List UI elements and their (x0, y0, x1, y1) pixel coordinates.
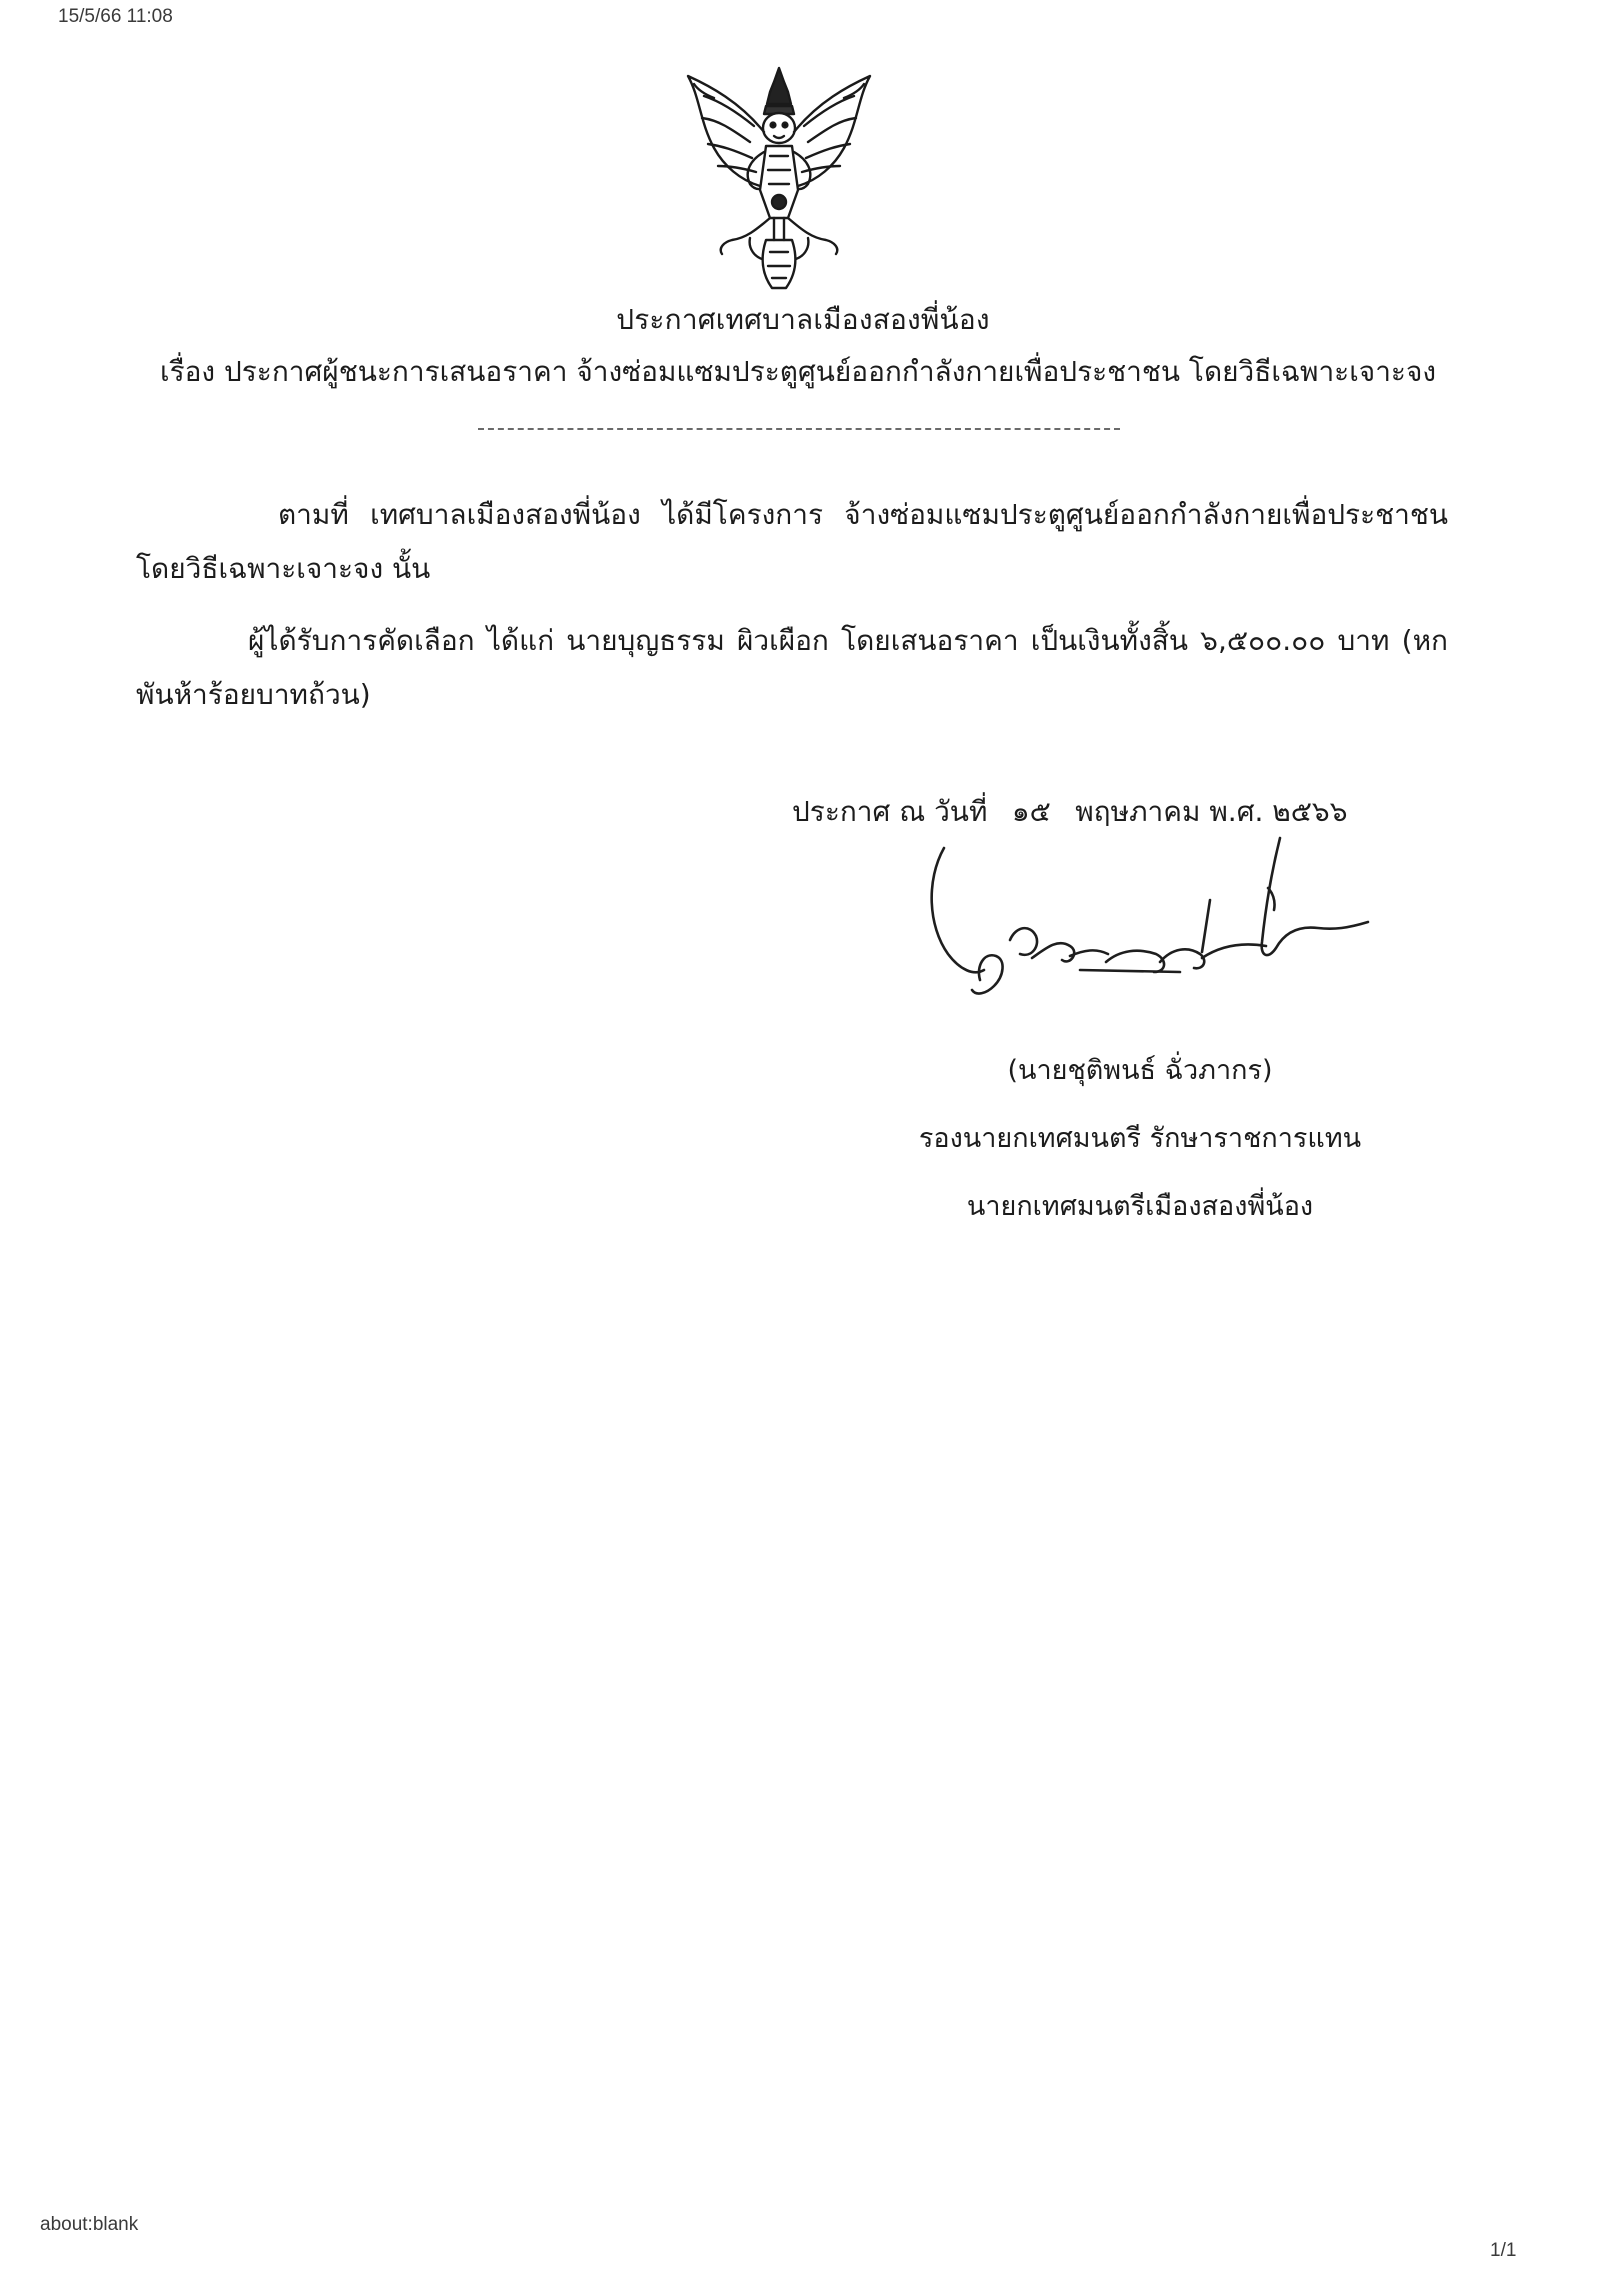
title-divider (478, 428, 1120, 430)
print-page-number: 1/1 (1490, 2240, 1517, 2261)
announcement-date (792, 790, 1347, 834)
date-day: ๑๕ (1011, 795, 1051, 828)
handwritten-signature (920, 830, 1380, 1030)
signatory-position: รองนายกเทศมนตรี รักษาราชการแทน (918, 1123, 1362, 1154)
date-prefix: ประกาศ ณ วันที่ (792, 795, 988, 828)
announcement-paragraph-2: ผู้ได้รับการคัดเลือก ได้แก่ นายบุญธรรม ผิวเผือก โดยเสนอราคา เป็นเงินทั้งสิ้น ๖,๕๐๐.๐๐ บาท (หกพันห้าร้อยบาทถ้วน) (136, 624, 1448, 711)
announcement-paragraph-1: ตามที่ เทศบาลเมืองสองพี่น้อง ได้มีโครงการ จ้างซ่อมแซมประตูศูนย์ออกกำลังกายเพื่อประชาชน โดยวิธีเฉพาะเจาะจง นั้น (136, 498, 1448, 585)
announcement-subject: เรื่อง ประกาศผู้ชนะการเสนอราคา จ้างซ่อมแซมประตูศูนย์ออกกำลังกายเพื่อประชาชน โดยวิธีเฉพาะเจาะจง (160, 355, 1437, 388)
signatory-name: (นายชุติพนธ์ ฉั่วภากร) (1007, 1055, 1273, 1086)
garuda-emblem-icon (670, 62, 888, 294)
print-timestamp: 15/5/66 11:08 (58, 6, 173, 27)
date-month-year: พฤษภาคม พ.ศ. ๒๕๖๖ (1075, 795, 1348, 828)
print-url: about:blank (40, 2214, 139, 2235)
announcement-title: ประกาศเทศบาลเมืองสองพี่น้อง (616, 303, 990, 336)
signatory-office: นายกเทศมนตรีเมืองสองพี่น้อง (966, 1191, 1314, 1222)
